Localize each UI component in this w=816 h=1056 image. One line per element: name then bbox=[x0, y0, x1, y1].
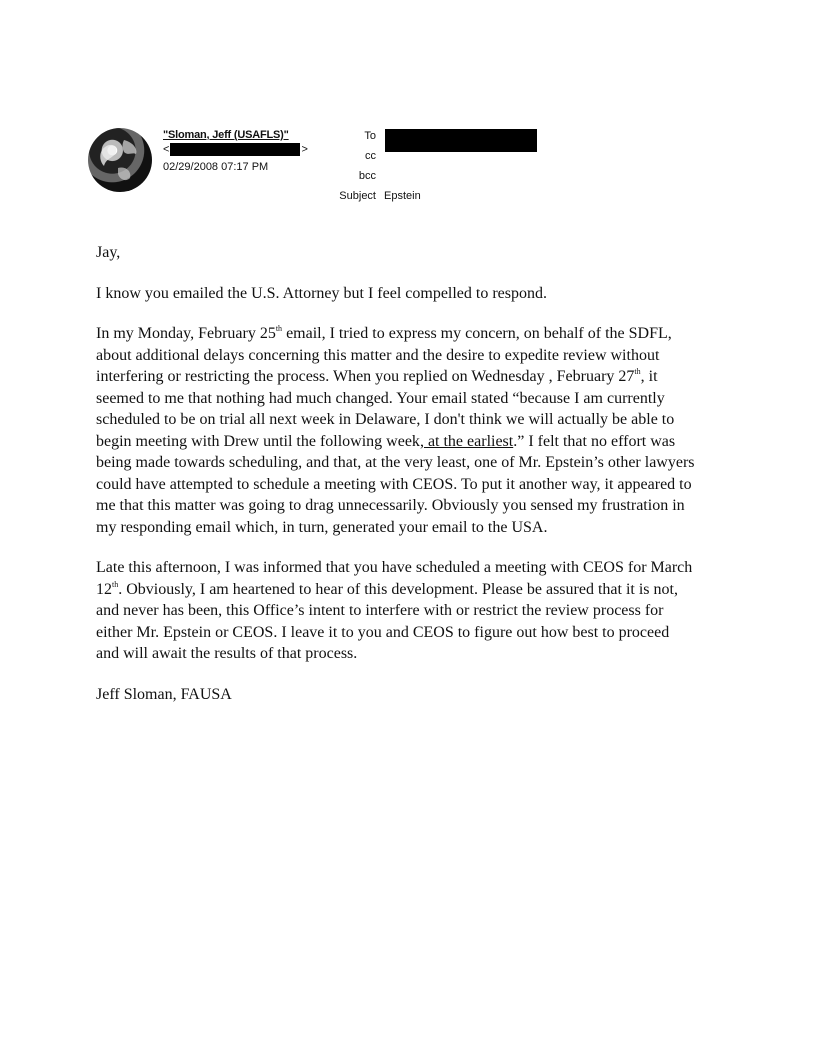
email-body bbox=[96, 242, 696, 724]
sender-name[interactable]: "Sloman, Jeff (USAFLS)" bbox=[163, 129, 289, 141]
p2-text-d: .” I felt that no effort was being made towards scheduling, and that, at the very least, one of Mr. Epstein’s other lawyers could have attempted to schedule a meeting with CEOS. To put it another way, it appeared to me that this matter was going to drag unnecessarily. Obviously you sensed my frustration in my responding email which, in turn, generated your email to the USA. bbox=[96, 432, 695, 536]
email-close-bracket: > bbox=[301, 143, 308, 156]
p2-sup-1: th bbox=[275, 324, 283, 333]
p2-text-b: email, I tried to express my concern, on behalf of the SDFL, about additional delays concerning this matter and the desire to expedite review without interfering or restricting the process. When you replied on Wednesday , February 27 bbox=[96, 325, 672, 385]
p2-underlined: , at the earliest bbox=[419, 432, 514, 450]
email-open-bracket: < bbox=[163, 143, 170, 156]
p2-text-c: , it seemed to me that nothing had much changed. Your email stated “because I am currently scheduled to be on trial all next week in Delaware, I don't think we will actually be able to begin meeting with Drew until the following week bbox=[96, 368, 675, 450]
paragraph-3 bbox=[96, 557, 696, 665]
sender-email bbox=[163, 143, 308, 156]
globe-icon bbox=[88, 128, 152, 192]
p2-text-a: In my Monday, February 25 bbox=[96, 325, 276, 342]
paragraph-2 bbox=[96, 323, 696, 538]
bcc-label: bcc bbox=[358, 170, 376, 182]
p3-sup: th bbox=[112, 579, 119, 589]
sender-avatar bbox=[88, 128, 152, 192]
to-redaction-bar bbox=[385, 129, 537, 152]
paragraph-1: I know you emailed the U.S. Attorney but I feel compelled to respond. bbox=[96, 284, 548, 302]
p3-text-b: . Obviously, I am heartened to hear of this development. Please be assured that it is not, and never has been, this Office’s intent to interfere with or restrict the review process for either Mr. Epstein or CEOS. I leave it to you and CEOS to figure out how best to proceed and will await the results of that process. bbox=[96, 580, 678, 662]
subject-value: Epstein bbox=[384, 190, 421, 202]
to-label: To bbox=[364, 130, 376, 142]
p2-sup-2: th bbox=[634, 367, 641, 376]
salutation: Jay, bbox=[96, 244, 121, 261]
sent-datetime: 02/29/2008 07:17 PM bbox=[163, 161, 269, 173]
p3-text-a: Late this afternoon, I was informed that you have scheduled a meeting with CEOS for March 12 bbox=[96, 559, 693, 598]
signature: Jeff Sloman, FAUSA bbox=[96, 685, 232, 703]
subject-label: Subject bbox=[339, 190, 376, 202]
cc-label: cc bbox=[365, 150, 376, 162]
redaction-bar bbox=[170, 143, 300, 156]
